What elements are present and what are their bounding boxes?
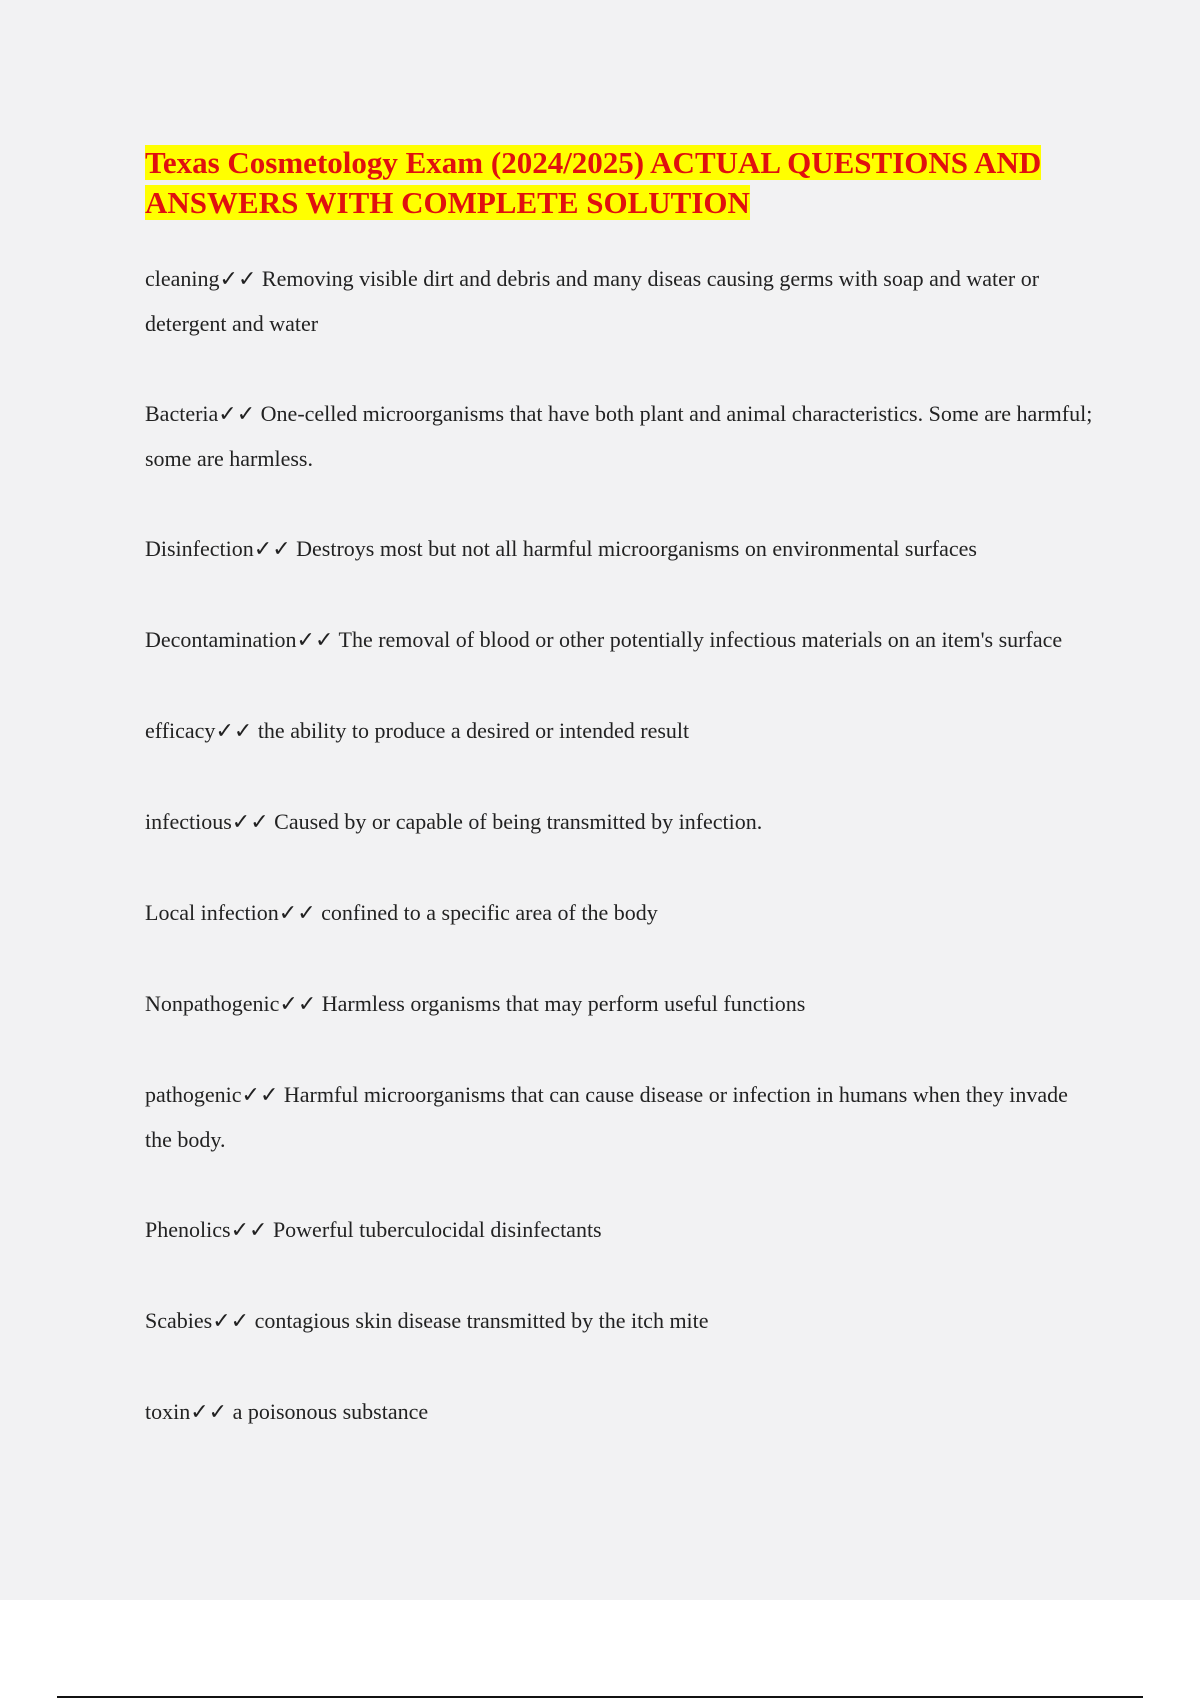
definition-entry <box>145 982 1095 1027</box>
entry-definition: One-celled microorganisms that have both plant and animal characteristics. Some are harmful; some are harmless. <box>145 401 1093 471</box>
page-divider <box>57 1696 1143 1698</box>
double-check-icon: ✓✓ <box>219 267 257 292</box>
double-check-icon: ✓✓ <box>241 1083 279 1108</box>
double-check-icon: ✓✓ <box>296 628 334 653</box>
entry-term: pathogenic <box>145 1082 242 1107</box>
definition-entry <box>145 392 1095 481</box>
entry-term: efficacy <box>145 718 216 743</box>
double-check-icon: ✓✓ <box>230 1218 268 1243</box>
entry-term: Local infection <box>145 900 279 925</box>
definition-entry <box>145 618 1095 663</box>
entry-definition: Caused by or capable of being transmitted by infection. <box>274 809 763 834</box>
entry-definition: contagious skin disease transmitted by the itch mite <box>254 1308 709 1333</box>
definition-entry <box>145 891 1095 936</box>
double-check-icon: ✓✓ <box>278 901 316 926</box>
definition-entry <box>145 257 1095 346</box>
entry-term: Nonpathogenic <box>145 991 280 1016</box>
double-check-icon: ✓✓ <box>215 719 253 744</box>
definition-entry <box>145 709 1095 754</box>
entry-definition: The removal of blood or other potentially infectious materials on an item's surface <box>338 627 1063 652</box>
entry-definition: Harmless organisms that may perform useful functions <box>321 991 806 1016</box>
entry-definition: a poisonous substance <box>232 1399 429 1424</box>
entry-term: Phenolics <box>145 1217 231 1242</box>
page-content <box>145 143 1095 1481</box>
definition-entry <box>145 1299 1095 1344</box>
definition-entry <box>145 1208 1095 1253</box>
title-highlight: Texas Cosmetology Exam (2024/2025) ACTUAL QUESTIONS AND ANSWERS WITH COMPLETE SOLUTION <box>145 145 1042 220</box>
definition-entry <box>145 800 1095 845</box>
entry-term: Bacteria <box>145 401 219 426</box>
definition-list <box>145 257 1095 1435</box>
entry-term: toxin <box>145 1399 191 1424</box>
double-check-icon: ✓✓ <box>218 402 256 427</box>
entry-term: cleaning <box>145 266 220 291</box>
double-check-icon: ✓✓ <box>253 537 291 562</box>
double-check-icon: ✓✓ <box>231 810 269 835</box>
definition-entry <box>145 527 1095 572</box>
entry-term: infectious <box>145 809 232 834</box>
double-check-icon: ✓✓ <box>279 992 317 1017</box>
definition-entry <box>145 1073 1095 1162</box>
entry-definition: Harmful microorganisms that can cause disease or infection in humans when they invade the body. <box>145 1082 1068 1152</box>
page-title <box>145 143 1095 223</box>
entry-definition: the ability to produce a desired or intended result <box>257 718 690 743</box>
double-check-icon: ✓✓ <box>190 1400 228 1425</box>
entry-definition: Removing visible dirt and debris and many diseas causing germs with soap and water or detergent and water <box>145 266 1040 336</box>
entry-definition: confined to a specific area of the body <box>321 900 658 925</box>
entry-term: Decontamination <box>145 627 297 652</box>
double-check-icon: ✓✓ <box>212 1309 250 1334</box>
entry-definition: Destroys most but not all harmful microorganisms on environmental surfaces <box>296 536 977 561</box>
entry-definition: Powerful tuberculocidal disinfectants <box>272 1217 602 1242</box>
entry-term: Disinfection <box>145 536 254 561</box>
entry-term: Scabies <box>145 1308 213 1333</box>
definition-entry <box>145 1390 1095 1435</box>
